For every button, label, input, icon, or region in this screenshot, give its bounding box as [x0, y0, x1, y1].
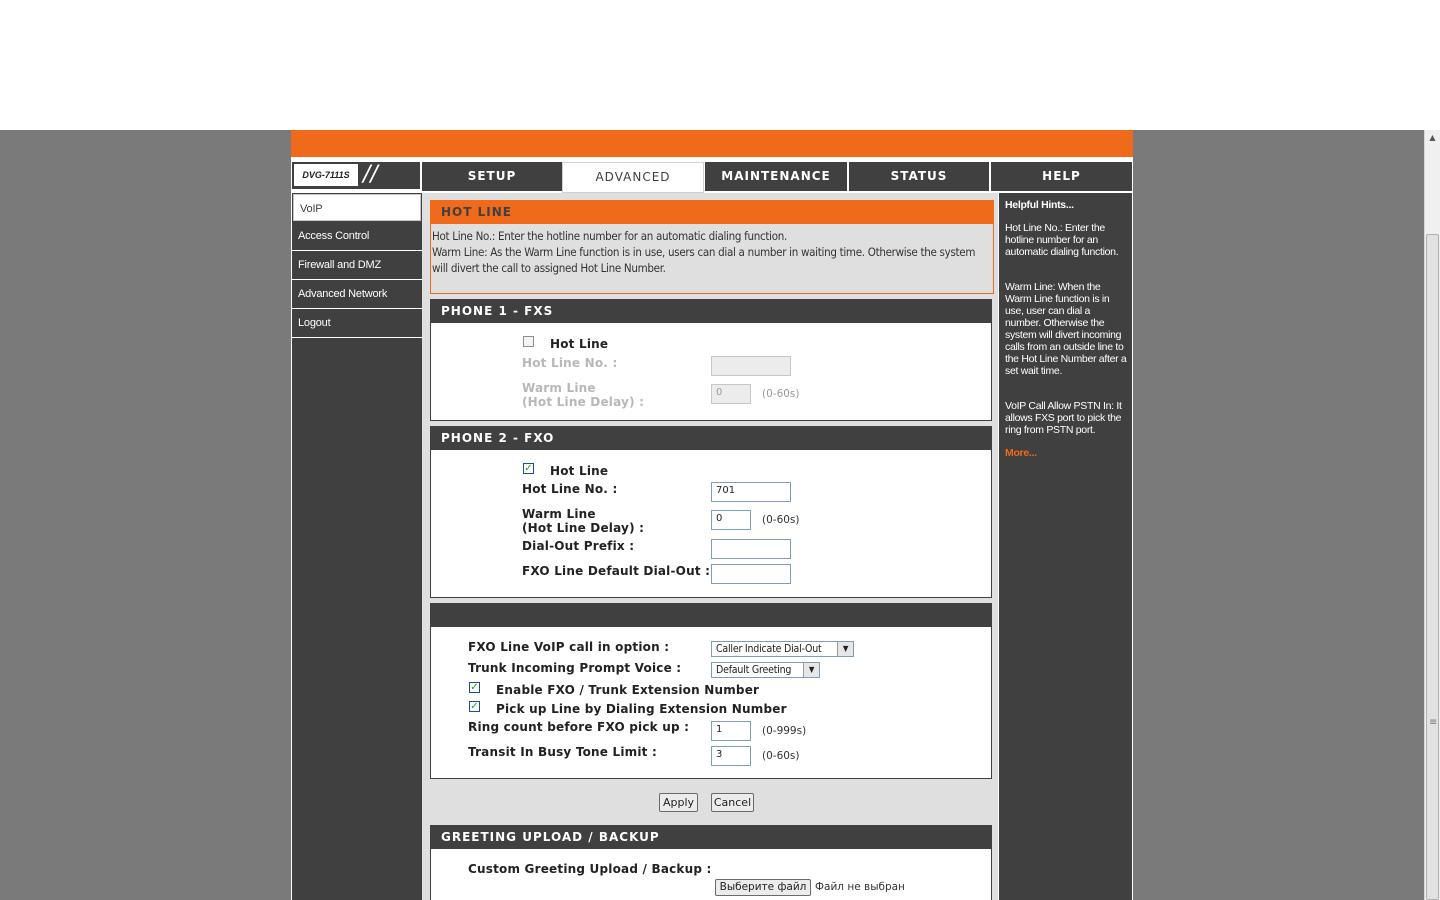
- logo-slash-icon: //: [363, 162, 378, 187]
- phone1-hotline-label: Hot Line: [550, 337, 609, 351]
- trunk-prompt-value: Default Greeting: [716, 664, 792, 676]
- choose-file-button[interactable]: Выберите файл: [715, 879, 811, 896]
- phone1-hotline-no-label: Hot Line No. :: [522, 356, 618, 370]
- greeting-label: Custom Greeting Upload / Backup :: [468, 862, 712, 876]
- enable-fxo-label: Enable FXO / Trunk Extension Number: [496, 683, 760, 697]
- phone1-title: PHONE 1 - FXS: [431, 300, 991, 323]
- sidebar-item-logout[interactable]: Logout: [292, 309, 422, 338]
- pickup-label: Pick up Line by Dialing Extension Number: [496, 702, 787, 716]
- fxo-options-section: [430, 603, 992, 779]
- tab-status[interactable]: STATUS: [849, 162, 989, 191]
- phone1-warm-line-input[interactable]: 0: [711, 384, 751, 404]
- tab-maintenance[interactable]: MAINTENANCE: [705, 162, 847, 191]
- device-model: DVG-7111S: [294, 164, 358, 186]
- phone1-warm-line-label: Warm Line: [522, 381, 596, 395]
- ring-count-label: Ring count before FXO pick up :: [468, 720, 690, 734]
- fxo-voip-call-in-select[interactable]: [711, 641, 854, 657]
- hints-paragraph-2: Warm Line: When the Warm Line function is in use, user can dial a number. Otherwise the system will divert incoming calls from an outside line to the Hot Line Number after a set wait time.: [1005, 281, 1127, 377]
- trunk-prompt-select[interactable]: [711, 662, 820, 678]
- tab-help[interactable]: HELP: [991, 162, 1132, 191]
- busy-tone-unit: (0-60s): [762, 750, 800, 762]
- tab-advanced[interactable]: ADVANCED: [562, 162, 704, 193]
- trunk-prompt-label: Trunk Incoming Prompt Voice :: [468, 661, 682, 675]
- phone2-dial-out-prefix-input[interactable]: [711, 539, 791, 559]
- fxo-options-title: [431, 604, 991, 627]
- phone1-warm-line-unit: (0-60s): [762, 388, 800, 400]
- phone2-hotline-delay-label: (Hot Line Delay) :: [522, 521, 645, 535]
- phone2-title: PHONE 2 - FXO: [431, 427, 991, 450]
- top-banner: [291, 130, 1133, 157]
- cancel-button[interactable]: Cancel: [711, 793, 754, 812]
- phone1-section: [430, 299, 992, 421]
- hints-title: Helpful Hints...: [1005, 199, 1074, 211]
- dropdown-arrow-icon: ▼: [803, 663, 819, 677]
- phone2-fxo-default-dialout-input[interactable]: [711, 564, 791, 584]
- ring-count-unit: (0-999s): [762, 725, 807, 737]
- sidebar: [292, 193, 422, 900]
- fxo-voip-call-in-label: FXO Line VoIP call in option :: [468, 640, 670, 654]
- hotline-description: [432, 228, 977, 276]
- phone1-hotline-delay-label: (Hot Line Delay) :: [522, 395, 645, 409]
- busy-tone-label: Transit In Busy Tone Limit :: [468, 745, 657, 759]
- phone2-warm-line-input[interactable]: 0: [711, 510, 751, 530]
- phone2-hotline-label: Hot Line: [550, 464, 609, 478]
- sidebar-item-advanced-network[interactable]: Advanced Network: [292, 280, 422, 309]
- device-logo: [292, 162, 420, 189]
- scroll-up-icon[interactable]: ▲: [1429, 133, 1436, 142]
- no-file-text: Файл не выбран: [815, 881, 905, 893]
- dropdown-arrow-icon: ▼: [837, 642, 853, 656]
- greeting-title: GREETING UPLOAD / BACKUP: [431, 826, 991, 849]
- phone2-section: [430, 426, 992, 598]
- vertical-scrollbar[interactable]: [1424, 130, 1440, 900]
- phone2-hotline-no-input[interactable]: 701: [711, 482, 791, 502]
- router-admin-page: [291, 130, 1133, 900]
- browser-blank-area: [0, 0, 1424, 130]
- phone2-dial-out-prefix-label: Dial-Out Prefix :: [522, 539, 635, 553]
- phone2-hotline-checkbox[interactable]: ✓: [524, 463, 533, 474]
- sidebar-item-access-control[interactable]: Access Control: [292, 222, 422, 251]
- pickup-checkbox[interactable]: ✓: [470, 701, 479, 712]
- helpful-hints: [999, 193, 1132, 900]
- hints-paragraph-1: Hot Line No.: Enter the hotline number for an automatic dialing function.: [1005, 222, 1119, 258]
- phone2-hotline-no-label: Hot Line No. :: [522, 482, 618, 496]
- greeting-section: [430, 825, 992, 900]
- grip-icon: ≡: [1429, 717, 1438, 728]
- sidebar-item-firewall-dmz[interactable]: Firewall and DMZ: [292, 251, 422, 280]
- sidebar-item-voip[interactable]: VoIP: [293, 194, 421, 221]
- enable-fxo-checkbox[interactable]: ✓: [470, 682, 479, 693]
- main-content: [422, 193, 998, 900]
- scrollbar-thumb[interactable]: [1426, 234, 1439, 900]
- tab-setup[interactable]: SETUP: [422, 162, 562, 191]
- phone2-warm-line-unit: (0-60s): [762, 514, 800, 526]
- hotline-desc-line1: Hot Line No.: Enter the hotline number for an automatic dialing function.: [432, 229, 787, 243]
- phone1-hotline-checkbox[interactable]: [523, 336, 534, 347]
- busy-tone-input[interactable]: 3: [711, 746, 751, 766]
- hotline-desc-line2: Warm Line: As the Warm Line function is in use, users can dial a number in waiting time. Otherwise the system will divert the call to assigned Hot Line Number.: [432, 245, 976, 275]
- ring-count-input[interactable]: 1: [711, 721, 751, 741]
- phone1-hotline-no-input[interactable]: [711, 356, 791, 376]
- apply-button[interactable]: Apply: [659, 793, 698, 812]
- header-row: [291, 157, 1133, 193]
- hints-more-link[interactable]: More...: [1005, 447, 1037, 459]
- fxo-voip-call-in-value: Caller Indicate Dial-Out: [716, 643, 822, 655]
- phone2-warm-line-label: Warm Line: [522, 507, 596, 521]
- hints-paragraph-3: VoIP Call Allow PSTN In: It allows FXS port to pick the ring from PSTN port.: [1005, 400, 1122, 436]
- phone2-fxo-default-dialout-label: FXO Line Default Dial-Out :: [522, 564, 711, 578]
- hotline-title: HOT LINE: [431, 201, 993, 224]
